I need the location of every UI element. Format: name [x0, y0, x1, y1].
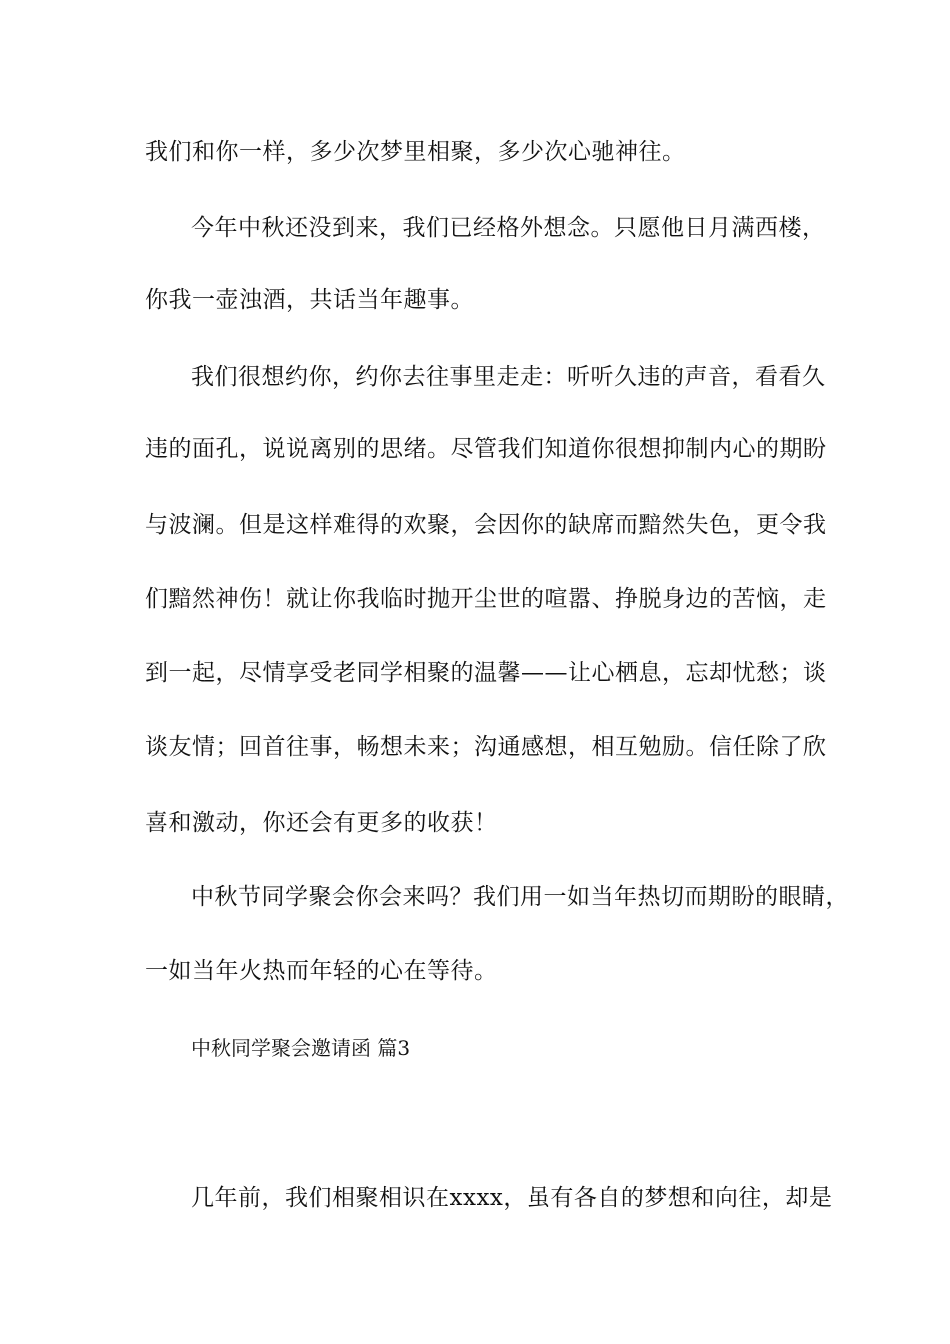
- paragraph-line: 我们和你一样，多少次梦里相聚，多少次心驰神往。: [145, 139, 686, 165]
- paragraph-line: 到一起，尽情享受老同学相聚的温馨——让心栖息，忘却忧愁；谈: [145, 660, 827, 686]
- paragraph-line: 今年中秋还没到来，我们已经格外想念。只愿他日月满西楼，: [191, 215, 826, 241]
- paragraph-line: 几年前，我们相聚相识在xxxx，虽有各自的梦想和向往，却是: [191, 1185, 833, 1211]
- paragraph-line: 谈友情；回首往事，畅想未来；沟通感想，相互勉励。信任除了欣: [145, 734, 827, 760]
- paragraph-line: 与波澜。但是这样难得的欢聚，会因你的缺席而黯然失色，更令我: [145, 512, 827, 538]
- paragraph-line: 违的面孔，说说离别的思绪。尽管我们知道你很想抑制内心的期盼: [145, 436, 827, 462]
- paragraph-line: 你我一壶浊酒，共话当年趣事。: [145, 287, 474, 313]
- section-heading: 中秋同学聚会邀请函 篇3: [191, 1036, 411, 1060]
- paragraph-line: 中秋节同学聚会你会来吗？我们用一如当年热切而期盼的眼睛，: [191, 884, 849, 910]
- paragraph-line: 一如当年火热而年轻的心在等待。: [145, 958, 498, 984]
- paragraph-line: 喜和激动，你还会有更多的收获！: [145, 810, 498, 836]
- paragraph-line: 我们很想约你，约你去往事里走走：听听久违的声音，看看久: [191, 364, 826, 390]
- paragraph-line: 们黯然神伤！就让你我临时抛开尘世的喧嚣、挣脱身边的苦恼，走: [145, 586, 827, 612]
